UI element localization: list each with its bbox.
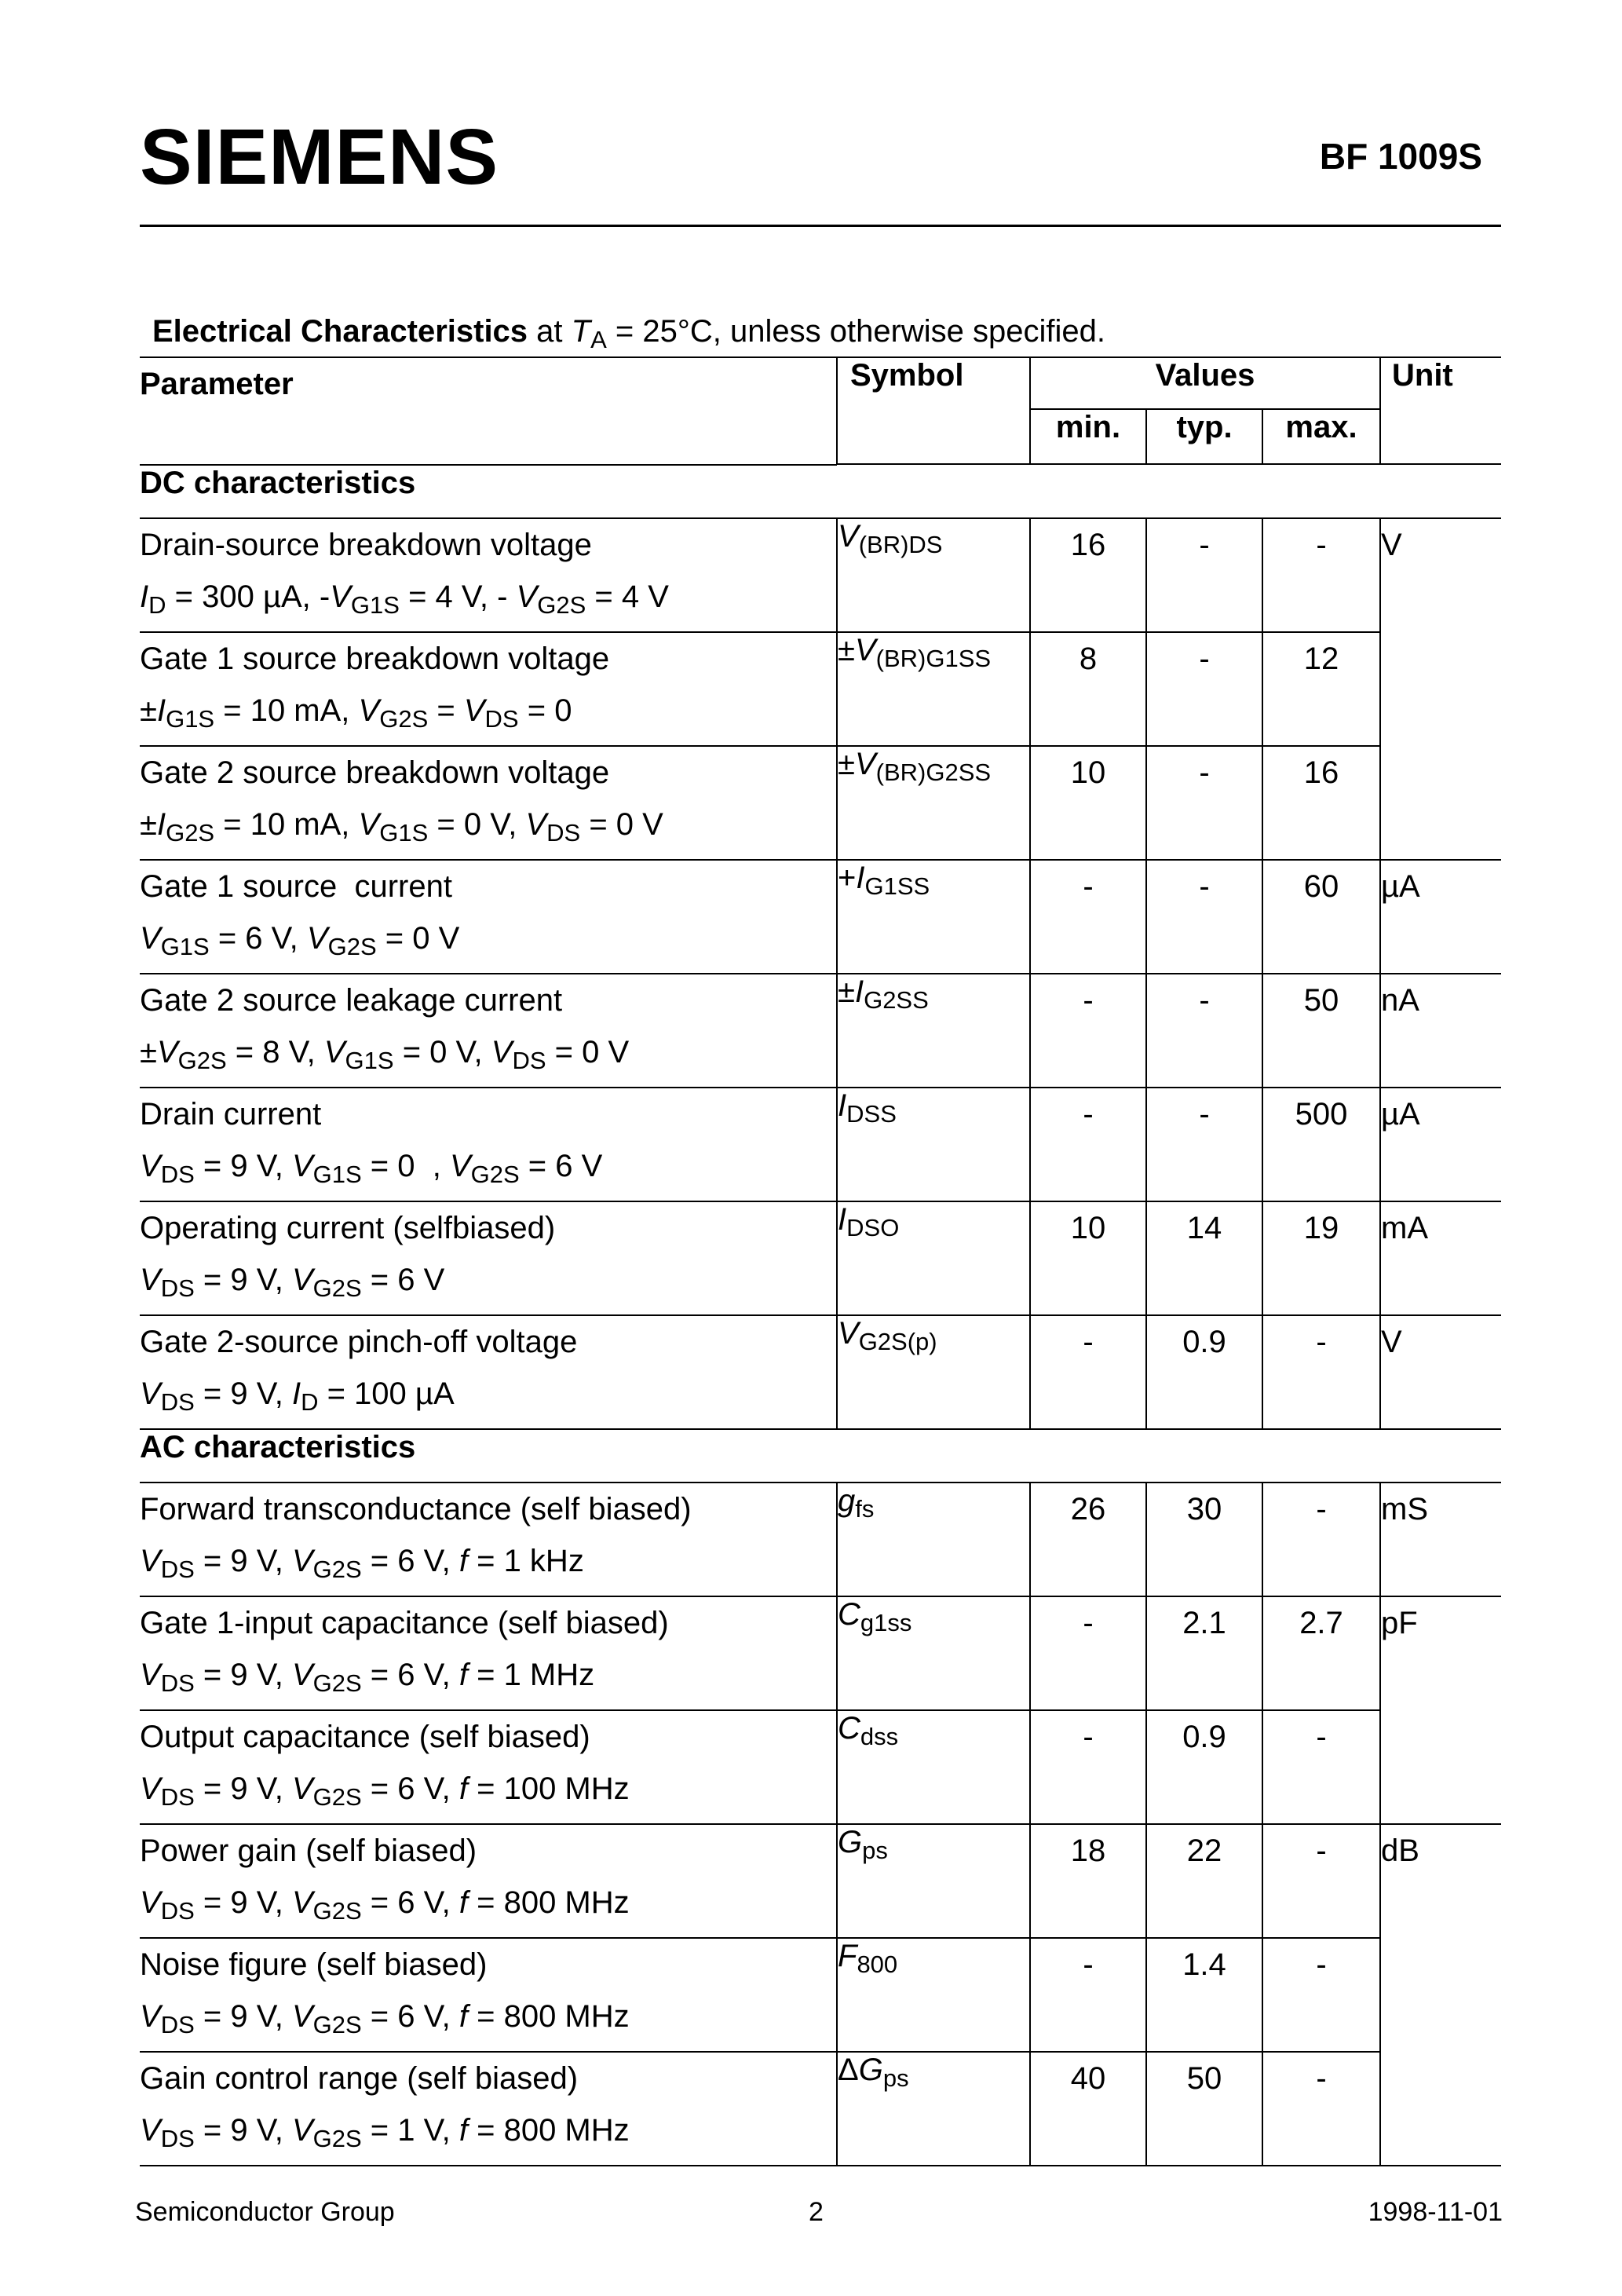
row-unit: V (1380, 1315, 1501, 1429)
table-caption (152, 314, 1105, 354)
row-unit: µA (1380, 1088, 1501, 1201)
row-symbol: $V_{G2S(p)}$ (837, 1315, 1030, 1429)
row-unit: mA (1380, 1201, 1501, 1315)
row-symbol: $\pm V_{(BR)G2SS}$ (837, 746, 1030, 860)
header-rule (140, 225, 1501, 227)
row-typ: - (1146, 974, 1262, 1088)
row-symbol: $g_{fs}$ (837, 1483, 1030, 1596)
footer-page-number: 2 (809, 2197, 824, 2227)
row-max: - (1262, 2052, 1380, 2166)
row-param: Power gain (self biased) $V_{DS} = 9$ V, $V_{G2S} = 6$ V, f = 800 MHz (140, 1824, 837, 1938)
row-min: 40 (1030, 2052, 1146, 2166)
row-max: 16 (1262, 746, 1380, 860)
row-min: - (1030, 1088, 1146, 1201)
row-min: 18 (1030, 1824, 1146, 1938)
row-symbol: $I_{DSS}$ (837, 1088, 1030, 1201)
row-param: Output capacitance (self biased) $V_{DS} = 9$ V, $V_{G2S} = 6$ V, f = 100 MHz (140, 1710, 837, 1824)
section-dc: DC characteristics (140, 465, 1501, 518)
row-max: - (1262, 518, 1380, 632)
header-parameter: Parameter (140, 357, 837, 464)
row-max: - (1262, 1315, 1380, 1429)
row-typ: 0.9 (1146, 1315, 1262, 1429)
header-values: Values (1030, 357, 1380, 409)
row-param: Gate 1 source current $V_{G1S} = 6$ V, $V_{G2S} = 0$ V (140, 860, 837, 974)
row-typ: - (1146, 860, 1262, 974)
row-min: - (1030, 1710, 1146, 1824)
row-unit: µA (1380, 860, 1501, 974)
caption-title: Electrical Characteristics (152, 314, 528, 349)
row-param: Gain control range (self biased) $V_{DS} = 9$ V, $V_{G2S} = 1$ V, f = 800 MHz (140, 2052, 837, 2166)
row-param: Operating current (selfbiased) $V_{DS} = 9$ V, $V_{G2S} = 6$ V (140, 1201, 837, 1315)
row-typ: - (1146, 518, 1262, 632)
row-param: Gate 2 source breakdown voltage $\pm I_{G2S} = 10$ mA, $V_{G1S} = 0$ V, $V_{DS} = 0$ V (140, 746, 837, 860)
caption-rest: = 25°C, unless otherwise specified. (615, 314, 1106, 349)
row-min: 8 (1030, 632, 1146, 746)
row-min: 10 (1030, 1201, 1146, 1315)
row-max: - (1262, 1824, 1380, 1938)
header-min: min. (1030, 409, 1146, 464)
row-max: - (1262, 1483, 1380, 1596)
row-symbol: $G_{ps}$ (837, 1824, 1030, 1938)
row-min: - (1030, 1596, 1146, 1710)
row-typ: - (1146, 632, 1262, 746)
row-symbol: $+I_{G1SS}$ (837, 860, 1030, 974)
row-param: Gate 2 source leakage current $\pm V_{G2S} = 8$ V, $V_{G1S} = 0$ V, $V_{DS} = 0$ V (140, 974, 837, 1088)
row-typ: 22 (1146, 1824, 1262, 1938)
row-typ: - (1146, 1088, 1262, 1201)
row-unit: nA (1380, 974, 1501, 1088)
row-param: Forward transconductance (self biased) $V_{DS} = 9$ V, $V_{G2S} = 6$ V, f = 1 kHz (140, 1483, 837, 1596)
row-param: Gate 1 source breakdown voltage $\pm I_{G1S} = 10$ mA, $V_{G2S} = V_{DS} = 0$ (140, 632, 837, 746)
row-symbol: $\pm I_{G2SS}$ (837, 974, 1030, 1088)
row-unit: V (1380, 518, 1501, 860)
row-typ: 0.9 (1146, 1710, 1262, 1824)
row-max: 500 (1262, 1088, 1380, 1201)
row-typ: 50 (1146, 2052, 1262, 2166)
caption-ta-sub: A (590, 326, 607, 353)
header-unit: Unit (1380, 357, 1501, 464)
row-typ: 1.4 (1146, 1938, 1262, 2052)
row-typ: - (1146, 746, 1262, 860)
row-max: 12 (1262, 632, 1380, 746)
header-typ: typ. (1146, 409, 1262, 464)
row-min: 16 (1030, 518, 1146, 632)
row-max: - (1262, 1710, 1380, 1824)
header-max: max. (1262, 409, 1380, 464)
row-param: Drain current $V_{DS} = 9$ V, $V_{G1S} = 0$ , $V_{G2S} = 6$ V (140, 1088, 837, 1201)
row-max: 50 (1262, 974, 1380, 1088)
row-min: 26 (1030, 1483, 1146, 1596)
footer-left: Semiconductor Group (135, 2197, 395, 2227)
row-symbol: $I_{DSO}$ (837, 1201, 1030, 1315)
row-symbol: $C_{g1ss}$ (837, 1596, 1030, 1710)
row-max: 19 (1262, 1201, 1380, 1315)
row-min: 10 (1030, 746, 1146, 860)
row-param: Noise figure (self biased) $V_{DS} = 9$ V, $V_{G2S} = 6$ V, f = 800 MHz (140, 1938, 837, 2052)
row-min: - (1030, 1315, 1146, 1429)
part-number: BF 1009S (1319, 136, 1482, 177)
row-unit: mS (1380, 1483, 1501, 1596)
row-symbol: $\Delta G_{ps}$ (837, 2052, 1030, 2166)
row-symbol: $V_{(BR)DS}$ (837, 518, 1030, 632)
siemens-logo: SIEMENS (140, 113, 499, 201)
row-unit: pF (1380, 1596, 1501, 1824)
row-max: 60 (1262, 860, 1380, 974)
row-typ: 30 (1146, 1483, 1262, 1596)
header-symbol: Symbol (837, 357, 1030, 464)
row-typ: 14 (1146, 1201, 1262, 1315)
row-param: Drain-source breakdown voltage $I_D = 300$ µA, $-V_{G1S} = 4$ V, - $V_{G2S} = 4$ V (140, 518, 837, 632)
row-unit: dB (1380, 1824, 1501, 2166)
row-min: - (1030, 1938, 1146, 2052)
electrical-characteristics-table (140, 356, 1501, 2166)
caption-at: at (536, 314, 563, 349)
row-min: - (1030, 974, 1146, 1088)
row-param: Gate 2-source pinch-off voltage $V_{DS} = 9$ V, $I_D = 100$ µA (140, 1315, 837, 1429)
row-max: - (1262, 1938, 1380, 2052)
section-ac: AC characteristics (140, 1429, 1501, 1483)
caption-ta: T (571, 314, 591, 349)
row-min: - (1030, 860, 1146, 974)
row-max: 2.7 (1262, 1596, 1380, 1710)
row-param: Gate 1-input capacitance (self biased) $V_{DS} = 9$ V, $V_{G2S} = 6$ V, f = 1 MHz (140, 1596, 837, 1710)
row-symbol: $F_{800}$ (837, 1938, 1030, 2052)
footer-date: 1998-11-01 (1368, 2197, 1503, 2227)
row-symbol: $\pm V_{(BR)G1SS}$ (837, 632, 1030, 746)
row-symbol: $C_{dss}$ (837, 1710, 1030, 1824)
row-typ: 2.1 (1146, 1596, 1262, 1710)
